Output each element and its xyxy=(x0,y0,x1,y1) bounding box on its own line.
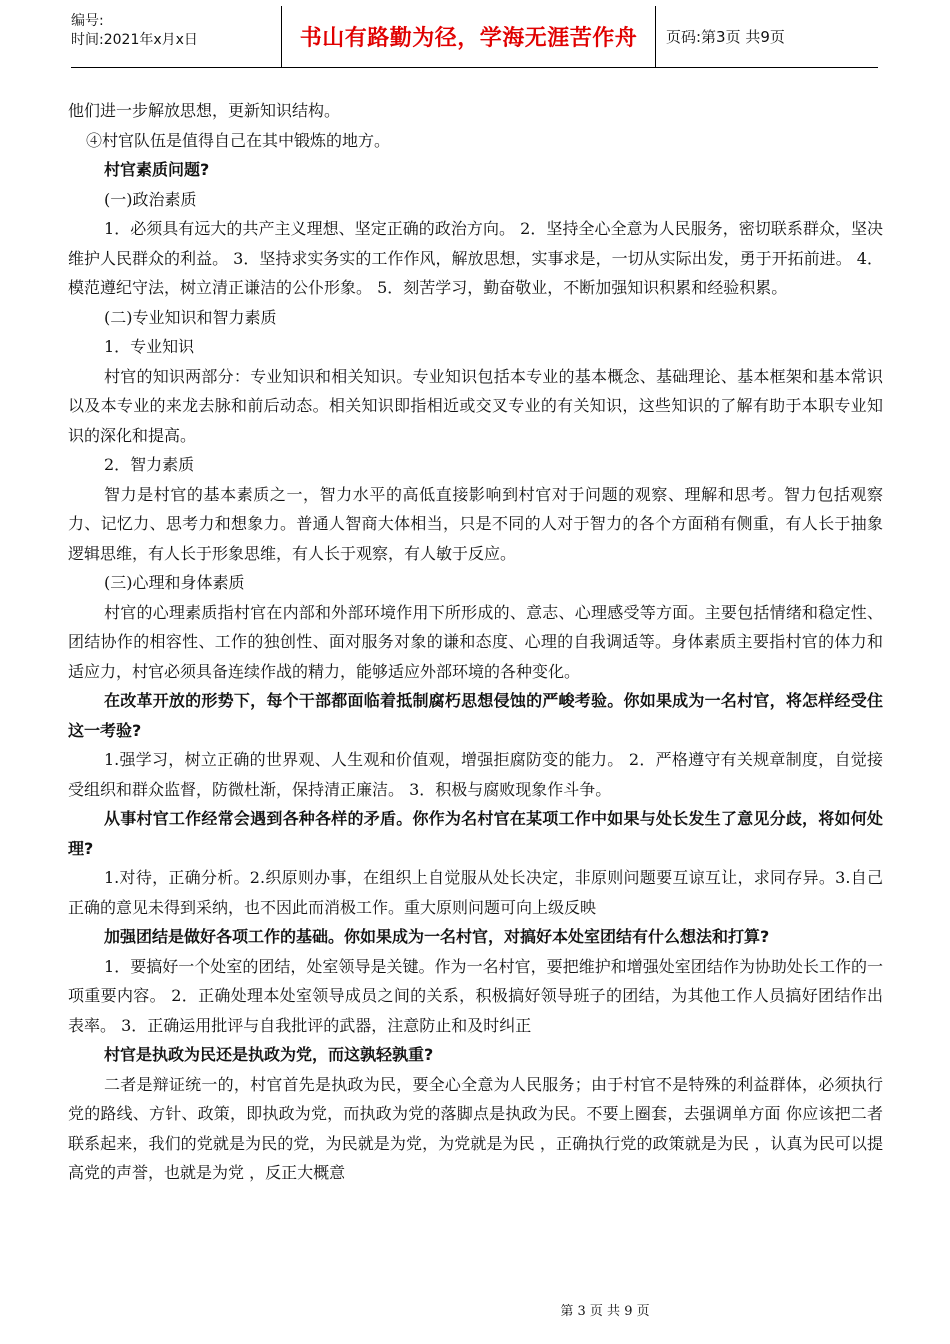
document-number-label: 编号: xyxy=(71,13,104,29)
document-time-label: 时间:2021年x月x日 xyxy=(71,32,198,48)
question-heading: 加强团结是做好各项工作的基础。你如果成为一名村官，对搞好本处室团结有什么想法和打算? xyxy=(104,927,770,946)
header-motto: 书山有路勤为径，学海无涯苦作舟 xyxy=(282,6,656,67)
header-page-info: 页码:第3页 共9页 xyxy=(666,28,785,46)
body-paragraph: 1.对待，正确分析。2.织原则办事，在组织上自觉服从处长决定，非原则问题要互谅互让，求同存异。3.自己正确的意见未得到采纳，也不因此而消极工作。重大原则问题可向上级反映 xyxy=(68,868,883,917)
page-header xyxy=(71,6,878,68)
body-paragraph: 二者是辩证统一的，村官首先是执政为民，要全心全意为人民服务；由于村官不是特殊的利益群体，必须执行党的路线、方针、政策，即执政为党，而执政为党的落脚点是执政为民。不要上圈套，去强调单方面 你应该把二者联系起来，我们的党就是为民的党，为民就是为党，为党就是为民 ，正确执行党的政策就是为民 ，认真为民可以提高党的声誉，也就是为党 ，反正大概意 xyxy=(68,1074,883,1182)
question-heading: 村官是执政为民还是执政为党，而这孰轻孰重? xyxy=(104,1045,434,1064)
body-paragraph: (一)政治素质 xyxy=(104,189,197,209)
body-paragraph: (三)心理和身体素质 xyxy=(104,573,245,592)
body-paragraph: ④村官队伍是值得自己在其中锻炼的地方。 xyxy=(86,130,391,150)
body-paragraph: 村官的心理素质指村官在内部和外部环境作用下所形成的、意志、心理感受等方面。主要包括情绪和稳定性、团结协作的相容性、工作的独创性、面对服务对象的谦和态度、心理的自我调适等。身体素质主要指村官的体力和适应力，村官必须具备连续作战的精力，能够适应外部环境的各种变化。 xyxy=(68,602,883,681)
header-meta xyxy=(71,6,282,67)
body-paragraph: 1．必须具有远大的共产主义理想、坚定正确的政治方向。 2．坚持全心全意为人民服务，密切联系群众，坚决维护人民群众的利益。 3．坚持求实务实的工作作风，解放思想，实事求是，一切从实际出发，勇于开拓前进。 4．模范遵纪守法，树立清正谦洁的公仆形象。 5．刻苦学习，勤奋敬业，不断加强知识积累和经验积累。 xyxy=(68,219,883,297)
body-paragraph: 他们进一步解放思想，更新知识结构。 xyxy=(68,101,341,120)
body-paragraph: 1．要搞好一个处室的团结，处室领导是关键。作为一名村官，要把维护和增强处室团结作为协助处长工作的一项重要内容。 2．正确处理本处室领导成员之间的关系，积极搞好领导班子的团结，为其他工作人员搞好团结作出表率。 3．正确运用批评与自我批评的武器，注意防止和及时纠正 xyxy=(68,956,883,1035)
body-paragraph: 1．专业知识 xyxy=(104,337,195,356)
body-paragraph: 智力是村官的基本素质之一，智力水平的高低直接影响到村官对于问题的观察、理解和思考。智力包括观察力、记忆力、思考力和想象力。普通人智商大体相当，只是不同的人对于智力的各个方面稍有侧重，有人长于抽象逻辑思维，有人长于形象思维，有人长于观察，有人敏于反应。 xyxy=(68,484,883,563)
page-footer: 第 3 页 共 9 页 xyxy=(560,1304,650,1319)
document-body xyxy=(68,96,883,1188)
question-heading: 从事村官工作经常会遇到各种各样的矛盾。你作为名村官在某项工作中如果与处长发生了意见分歧，将如何处理? xyxy=(68,809,883,858)
body-paragraph: 2．智力素质 xyxy=(104,455,195,474)
body-paragraph: 村官的知识两部分：专业知识和相关知识。专业知识包括本专业的基本概念、基础理论、基本框架和基本常识以及本专业的来龙去脉和前后动态。相关知识即指相近或交叉专业的有关知识，这些知识的了解有助于本职专业知识的深化和提高。 xyxy=(68,366,883,445)
body-paragraph: 1.强学习，树立正确的世界观、人生观和价值观，增强拒腐防变的能力。 2．严格遵守有关规章制度，自觉接受组织和群众监督，防微杜渐，保持清正廉洁。 3．积极与腐败现象作斗争。 xyxy=(68,750,883,799)
question-heading: 在改革开放的形势下，每个干部都面临着抵制腐朽思想侵蚀的严峻考验。你如果成为一名村官，将怎样经受住这一考验? xyxy=(68,691,883,740)
body-paragraph: (二)专业知识和智力素质 xyxy=(104,307,277,327)
question-heading: 村官素质问题? xyxy=(104,160,210,179)
